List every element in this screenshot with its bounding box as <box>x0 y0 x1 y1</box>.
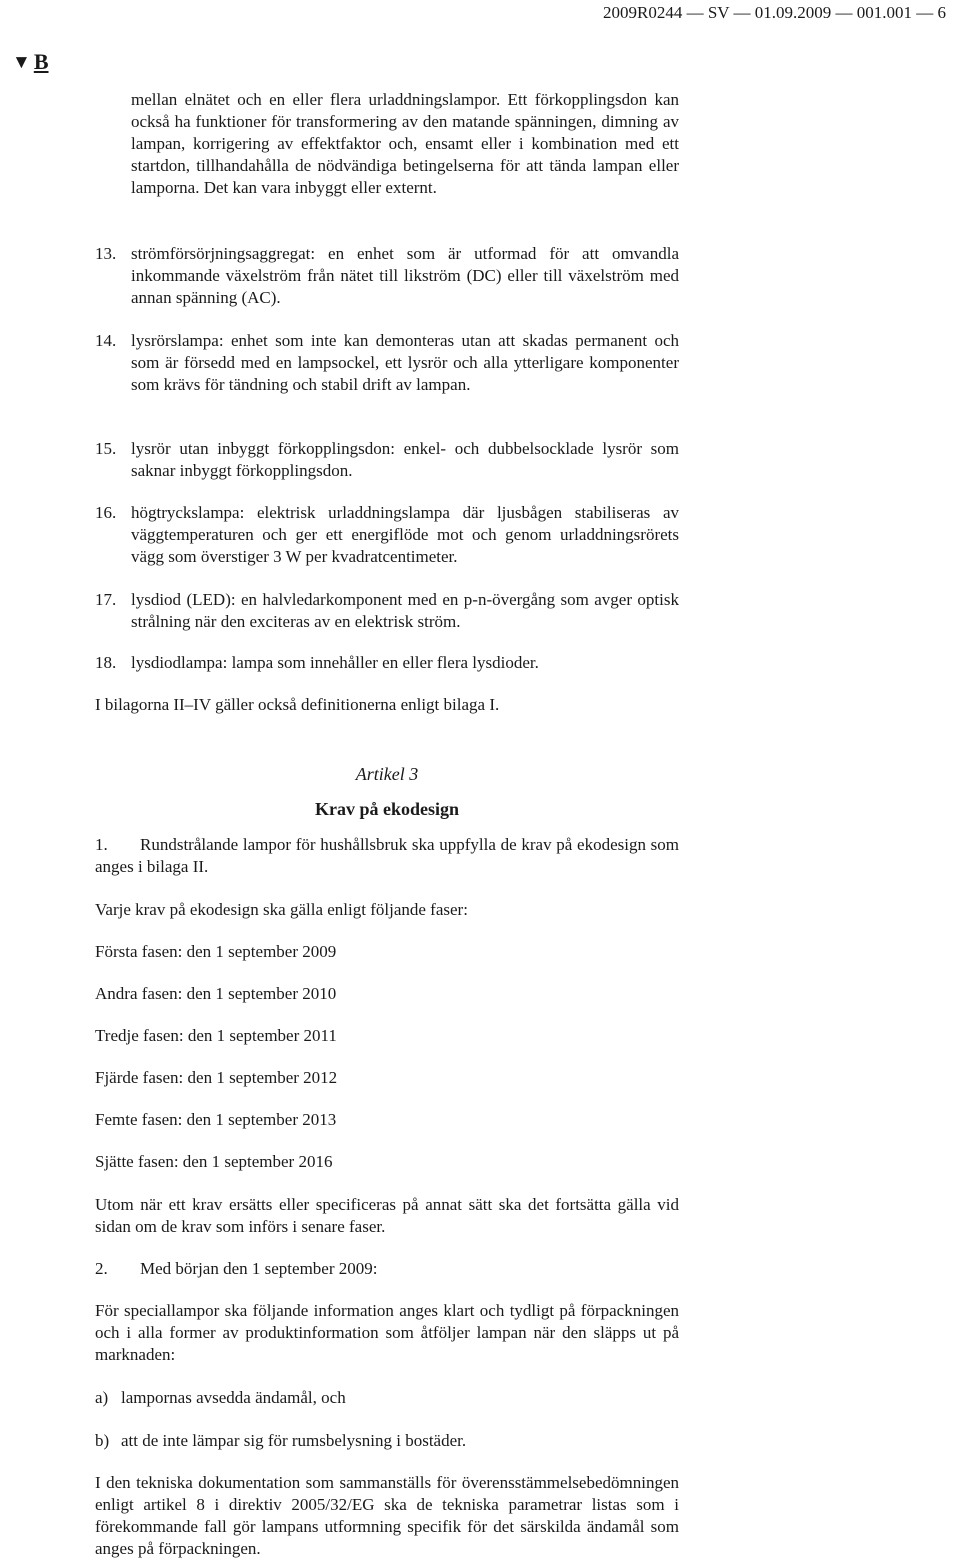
definition-text: lysrör utan inbyggt förkopplingsdon: enkel- och dubbelsocklade lysrör som saknar inbyggt förkopplingsdon. <box>131 439 679 480</box>
phase-line: Sjätte fasen: den 1 september 2016 <box>95 1152 333 1171</box>
definition-item <box>95 502 679 568</box>
definition-text: lysdiodlampa: lampa som innehåller en eller flera lysdioder. <box>131 653 539 672</box>
article-heading: Krav på ekodesign <box>314 799 460 819</box>
phases-intro: Varje krav på ekodesign ska gälla enligt följande faser: <box>95 900 468 919</box>
numbered-paragraph <box>95 834 679 878</box>
phase-line: Andra fasen: den 1 september 2010 <box>95 984 337 1003</box>
paragraph-number: 1. <box>95 835 108 854</box>
definition-number: 18. <box>95 653 117 672</box>
definition-number: 14. <box>95 331 117 350</box>
paragraph-text: Rundstrålande lampor för hushållsbruk ska uppfylla de krav på ekodesign som anges i bilaga II. <box>95 835 679 876</box>
definition-text: strömförsörjningsaggregat: en enhet som är utformad för att omvandla inkommande växelström från nätet till likström (DC) eller till växelström med annan spänning (AC). <box>131 244 679 307</box>
definition-item <box>95 243 679 309</box>
definition-number: 17. <box>95 590 117 609</box>
definition-text: lysrörslampa: enhet som inte kan demonteras utan att skadas permanent och som är försedd med en lampsockel, ett lysrör och alla ytterligare komponenter som krävs för tändning och stabil drift av lampan. <box>131 331 679 394</box>
paragraph-number: 2. <box>95 1259 108 1278</box>
definition-text: lysdiod (LED): en halvledarkomponent med en p-n-övergång som avger optisk strålning när den exciteras av en elektrisk ström. <box>131 590 679 631</box>
paragraph-text: Med början den 1 september 2009: <box>140 1259 378 1278</box>
phase-line: Femte fasen: den 1 september 2013 <box>95 1110 337 1129</box>
list-item-text: lampornas avsedda ändamål, och <box>121 1388 346 1407</box>
amendment-letter: B <box>33 49 49 74</box>
definition-number: 13. <box>95 244 117 263</box>
definition-item <box>95 589 679 633</box>
numbered-paragraph <box>95 1258 679 1280</box>
definition-number: 15. <box>95 439 117 458</box>
page-header-reference: 2009R0244 — SV — 01.09.2009 — 001.001 — 6 <box>602 3 946 22</box>
definition-item <box>95 330 679 396</box>
definition-number: 16. <box>95 503 117 522</box>
annex-note: I bilagorna II–IV gäller också definitionerna enligt bilaga I. <box>95 695 500 714</box>
phase-line: Första fasen: den 1 september 2009 <box>95 942 337 961</box>
phase-line: Tredje fasen: den 1 september 2011 <box>95 1026 337 1045</box>
amendment-marker <box>12 48 49 78</box>
article-label: Artikel 3 <box>355 764 419 784</box>
final-paragraph: I den tekniska dokumentation som sammanställs för överensstämmelsebedömningen enligt artikel 8 i direktiv 2005/32/EG ska de tekniska parametrar listas som i förekommande fall gör lampans utformning specifik för det särskilda ändamål som anges på förpackningen. <box>95 1473 679 1558</box>
list-item <box>95 1387 679 1409</box>
definition-text: högtryckslampa: elektrisk urladdningslampa där ljusbågen stabiliseras av väggtemperaturen och ger ett energiflöde mot och genom urladdningsrörets vägg som överstiger 3 W per kvadratcentimeter. <box>131 503 679 566</box>
list-item-text: att de inte lämpar sig för rumsbelysning i bostäder. <box>121 1431 467 1450</box>
definition-item <box>95 438 679 482</box>
special-intro: För speciallampor ska följande information anges klart och tydligt på förpackningen och i alla former av produktinformation som åtföljer lampan när den släpps ut på marknaden: <box>95 1301 679 1364</box>
phases-outro: Utom när ett krav ersätts eller specificeras på annat sätt ska det fortsätta gälla vid sidan om de krav som införs i senare faser. <box>95 1195 679 1236</box>
phase-line: Fjärde fasen: den 1 september 2012 <box>95 1068 338 1087</box>
list-item-label: b) <box>95 1431 110 1450</box>
intro-paragraph: mellan elnätet och en eller flera urladdningslampor. Ett förkopplingsdon kan också ha funktioner för transformering av den matande spänningen, dimning av lampan, korrigering av effektfaktor och, ensamt eller i kombination med ett startdon, tillhandahålla de nödvändiga betingelserna för att tända lampan eller lamporna. Det kan vara inbyggt eller externt. <box>131 90 679 197</box>
triangle-down-icon: ▼ <box>12 52 31 73</box>
definition-item <box>95 652 679 674</box>
list-item <box>95 1430 679 1452</box>
list-item-label: a) <box>95 1388 109 1407</box>
